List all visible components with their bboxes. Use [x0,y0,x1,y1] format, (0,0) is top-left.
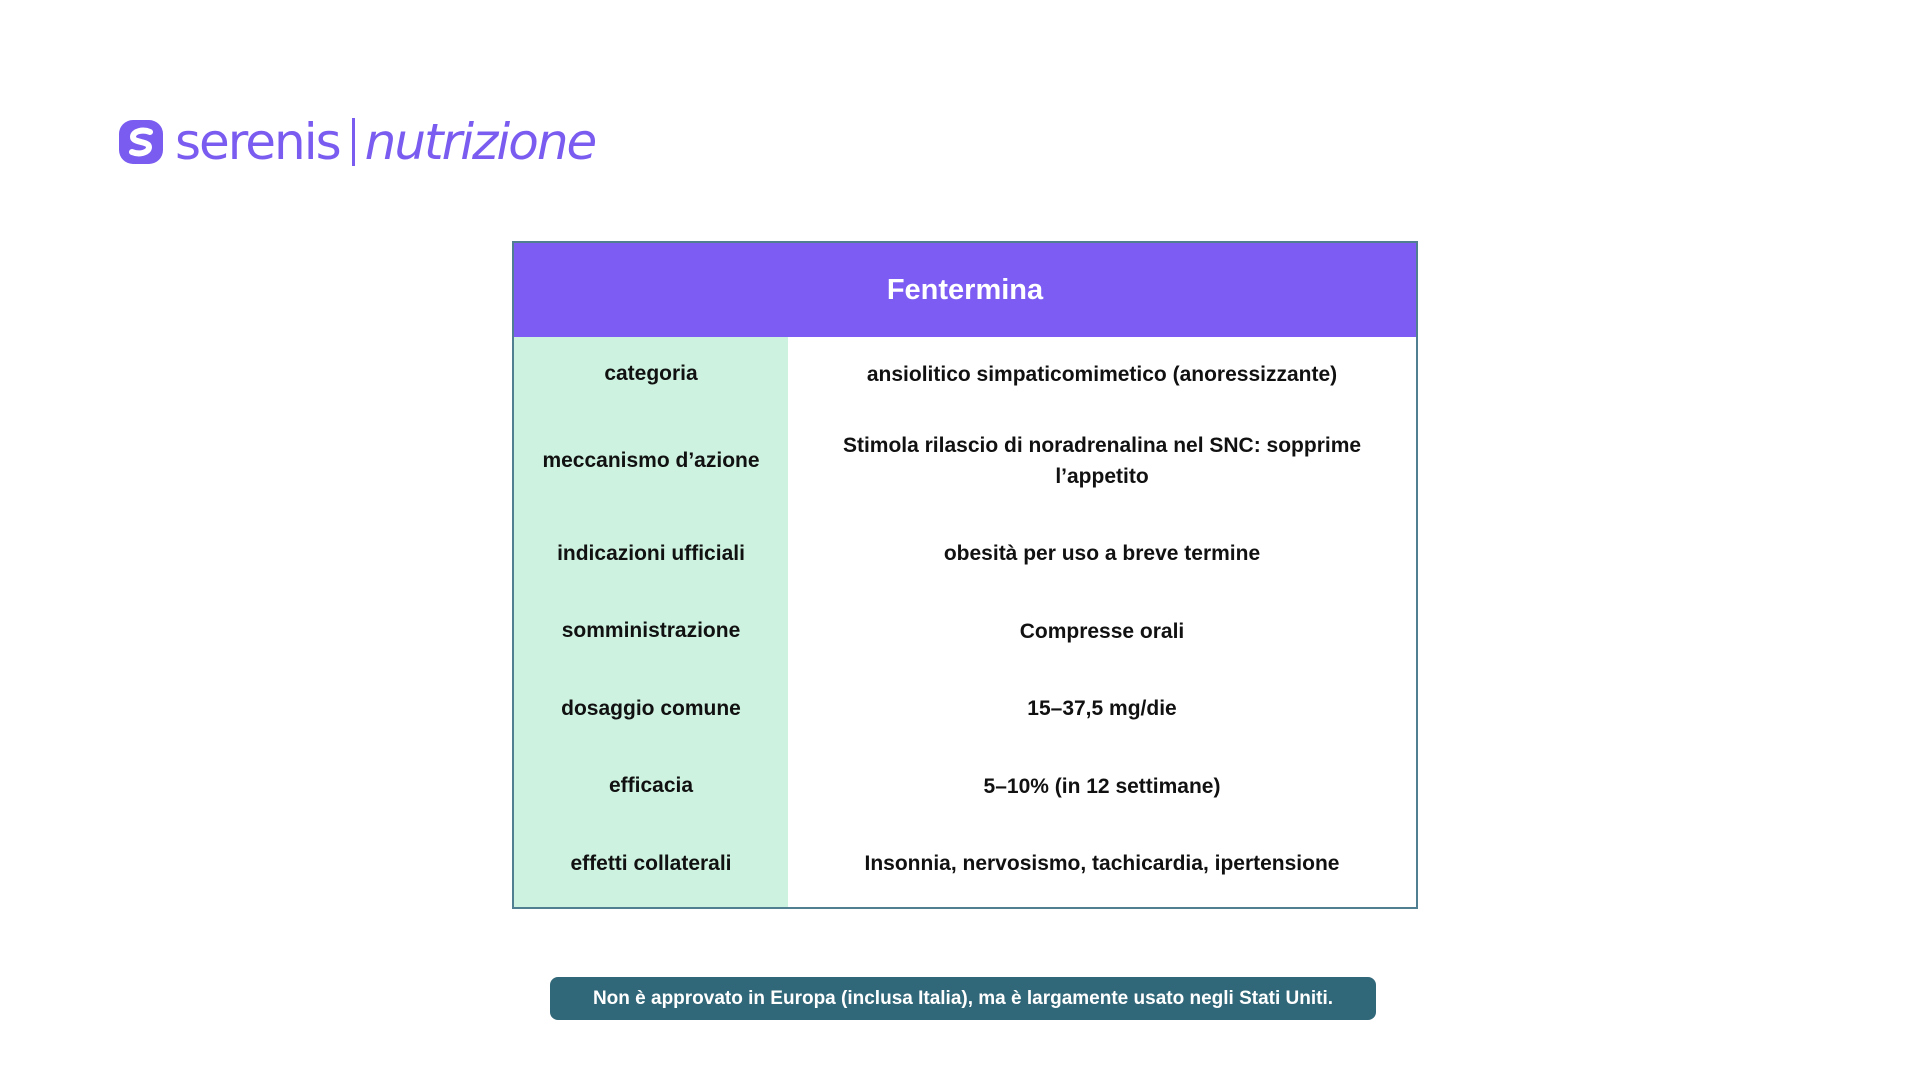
logo-brand-name: serenis [175,113,340,171]
row-value: obesità per uso a breve termine [943,542,1261,566]
table-body [514,337,1416,907]
table-row [514,748,1416,826]
row-value: Compresse orali [1019,619,1185,643]
serenis-s-logo-icon [117,118,165,166]
table-row [514,341,1416,407]
logo-separator [352,118,355,166]
row-value: Stimola rilascio di noradrenalina nel SNC: sopprime l’appetito [842,434,1362,488]
table-row [514,670,1416,748]
row-value: ansiolitico simpaticomimetico (anoressizzante) [866,362,1338,386]
row-label: meccanismo d’azione [542,449,760,472]
table-row [514,407,1416,515]
footnote-banner: Non è approvato in Europa (inclusa Italia), ma è largamente usato negli Stati Uniti. [550,977,1376,1020]
row-value: 15–37,5 mg/die [1027,697,1177,721]
row-label: dosaggio comune [561,696,741,720]
row-value: Insonnia, nervosismo, tachicardia, ipertensione [864,852,1340,876]
table-row [514,593,1416,671]
logo-product-name: nutrizione [364,113,596,171]
row-label: somministrazione [561,619,741,643]
drug-info-table [512,241,1418,909]
row-label: efficacia [608,774,694,798]
row-label: effetti collaterali [570,851,732,875]
table-title: Fentermina [514,243,1416,337]
row-value: 5–10% (in 12 settimane) [983,774,1221,798]
row-label: categoria [604,362,698,385]
table-row [514,515,1416,593]
brand-logo [117,113,596,171]
row-label: indicazioni ufficiali [557,541,745,565]
table-row [514,825,1416,903]
